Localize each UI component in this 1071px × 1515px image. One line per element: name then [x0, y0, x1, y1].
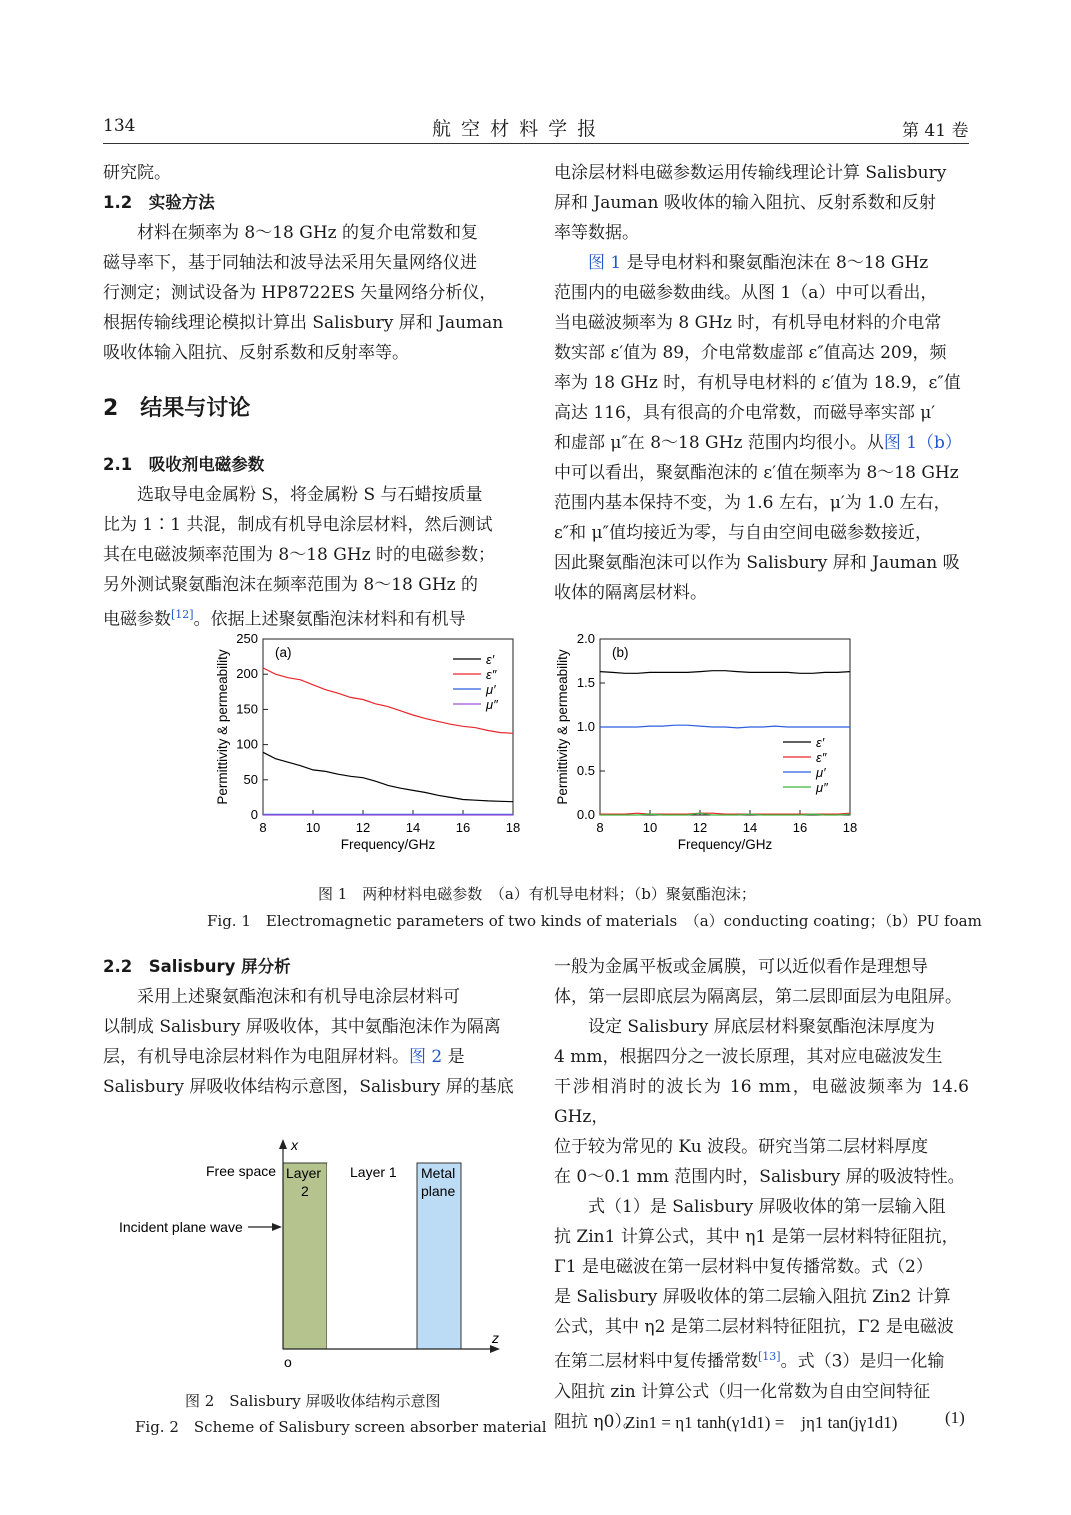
right-column-lower [554, 952, 969, 1437]
text-run: 和虚部 μ″在 8～18 GHz 范围内均很小。从 [554, 433, 884, 453]
paragraph-line: Γ1 是电磁波在第一层材料中复传播常数。式（2） [554, 1257, 933, 1277]
text-run: 是导电材料和聚氨酯泡沫在 8～18 GHz [621, 253, 929, 273]
section-heading-1-2: 1.2 实验方法 [103, 193, 215, 212]
legend-label: μ″ [816, 780, 828, 795]
paragraph-line: 在 0～0.1 mm 范围内时，Salisbury 屏的吸波特性。 [554, 1167, 965, 1187]
series-line [600, 725, 850, 728]
y-tick-label: 1.5 [576, 675, 595, 690]
x-tick-label: 8 [596, 820, 604, 835]
paragraph-line: 是 Salisbury 屏吸收体的第二层输入阻抗 Zin2 计算 [554, 1287, 951, 1307]
paragraph-line: 其在电磁波频率范围为 8～18 GHz 时的电磁参数； [103, 545, 496, 565]
paragraph-line: 体，第一层即底层为隔离层，第二层即面层为电阻屏。 [554, 987, 962, 1007]
x-tick-label: 12 [355, 820, 371, 835]
section-heading-2: 2 结果与讨论 [103, 396, 251, 421]
series-line [600, 671, 850, 674]
paragraph-line: 率等数据。 [554, 223, 639, 243]
layer-2-label: Layer [286, 1165, 322, 1181]
layer-1-region [327, 1163, 417, 1349]
panel-label: (a) [275, 645, 292, 660]
text-run: 是 [442, 1047, 465, 1067]
figure-link[interactable]: 图 1（b） [883, 433, 962, 453]
x-tick-label: 16 [792, 820, 808, 835]
x-axis-label: x [291, 1137, 298, 1153]
x-axis-label: Frequency/GHz [677, 837, 773, 852]
paragraph-line: 范围内的电磁参数曲线。从图 1（a）中可以看出， [554, 283, 938, 303]
paragraph-line: 范围内基本保持不变，为 1.6 左右，μ′为 1.0 左右， [554, 493, 951, 513]
legend-label: ε″ [816, 750, 827, 765]
x-tick-label: 8 [259, 820, 267, 835]
paragraph-line: 吸收体输入阻抗、反射系数和反射率等。 [103, 343, 409, 363]
z-axis-arrow-icon [490, 1345, 500, 1353]
panel-label: (b) [612, 645, 629, 660]
paragraph-line: 收体的隔离层材料。 [554, 583, 707, 603]
paragraph-line: 因此聚氨酯泡沫可以作为 Salisbury 屏和 Jauman 吸 [554, 553, 960, 573]
chart-panel-b [545, 628, 865, 868]
paragraph-line: 位于较为常见的 Ku 波段。研究当第二层材料厚度 [554, 1137, 929, 1157]
y-tick-label: 1.0 [576, 719, 595, 734]
text-run: 。依据上述聚氨酯泡沫材料和有机导 [193, 609, 466, 630]
paragraph-line: 屏和 Jauman 吸收体的输入阻抗、反射系数和反射 [554, 193, 936, 213]
legend-label: ε′ [486, 652, 495, 667]
plot-frame [263, 639, 513, 815]
text-run: 。式（3）是归一化输 [780, 1351, 945, 1372]
x-tick-label: 14 [405, 820, 421, 835]
paragraph-line: 一般为金属平板或金属膜，可以近似看作是理想导 [554, 957, 928, 977]
y-tick-label: 0.0 [576, 807, 595, 822]
paragraph-line [554, 1342, 969, 1377]
paragraph-line: 当电磁波频率为 8 GHz 时，有机导电材料的介电常 [554, 313, 942, 333]
chart-panel-a [205, 628, 535, 868]
paragraph-line: 采用上述聚氨酯泡沫和有机导电涂层材料可 [137, 987, 460, 1007]
equation-1-number: (1) [945, 1408, 965, 1427]
left-column-upper [103, 158, 519, 635]
layer-1-label: Layer 1 [350, 1164, 397, 1180]
x-axis-label: Frequency/GHz [340, 837, 436, 852]
x-axis-arrow-icon [279, 1139, 287, 1149]
layer-2-label-num: 2 [301, 1183, 309, 1199]
series-line [263, 752, 513, 801]
paragraph-line: 行测定；测试设备为 HP8722ES 矢量网络分析仪， [103, 283, 497, 303]
paragraph-line: ε″和 μ″值均接近为零，与自由空间电磁参数接近， [554, 523, 932, 543]
figure-link[interactable]: 图 1 [588, 253, 622, 273]
y-tick-label: 0 [250, 807, 258, 822]
x-tick-label: 10 [305, 820, 321, 835]
paragraph-line [554, 428, 969, 458]
x-tick-label: 10 [642, 820, 658, 835]
paragraph-line: 抗 Zin1 计算公式，其中 η1 是第一层材料特征阻抗， [554, 1227, 959, 1247]
paragraph-line: 数实部 ε′值为 89，介电常数虚部 ε″值高达 209，频 [554, 343, 947, 363]
y-tick-label: 200 [236, 666, 258, 682]
x-tick-label: 14 [742, 820, 758, 835]
equation-1: Zin1 = η1 tanh(γ1d1) = jη1 tan(jγ1d1) [625, 1413, 898, 1432]
citation-link[interactable]: [12] [171, 608, 194, 621]
free-space-label: Free space [206, 1163, 277, 1179]
structure-diagram [110, 1135, 510, 1375]
figure-2-caption-cn: 图 2 Salisbury 屏吸收体结构示意图 [185, 1392, 441, 1410]
y-tick-label: 0.5 [576, 763, 595, 778]
paragraph-line [103, 1042, 519, 1072]
series-line [263, 668, 513, 733]
incident-wave-label: Incident plane wave [119, 1219, 243, 1235]
paragraph-line: 电涂层材料电磁参数运用传输线理论计算 Salisbury [554, 163, 947, 183]
left-column-lower [103, 952, 519, 1102]
paragraph-line: 比为 1∶1 共混，制成有机导电涂层材料，然后测试 [103, 515, 493, 535]
text-run: 电磁参数 [103, 609, 171, 630]
paragraph-line: 以制成 Salisbury 屏吸收体，其中氨酯泡沫作为隔离 [103, 1017, 501, 1037]
paragraph-line: 磁导率下，基于同轴法和波导法采用矢量网络仪进 [103, 253, 477, 273]
paragraph-line: 选取导电金属粉 S，将金属粉 S 与石蜡按质量 [137, 485, 483, 505]
paragraph-line [554, 248, 969, 278]
legend-label: μ′ [486, 682, 496, 697]
paragraph-line: 干涉相消时的波长为 16 mm，电磁波频率为 14.6 GHz， [554, 1077, 969, 1127]
paragraph-line: 阻抗 η0）。 [554, 1411, 640, 1432]
legend-label: μ″ [486, 697, 498, 712]
paragraph-line: 高达 116，具有很高的介电常数，而磁导率实部 μ′ [554, 403, 936, 423]
section-heading-2-1: 2.1 吸收剂电磁参数 [103, 455, 265, 474]
paragraph-line: 入阻抗 zin 计算公式（归一化常数为自由空间特征 [554, 1381, 931, 1402]
paragraph-line: 中可以看出，聚氨酯泡沫的 ε′值在频率为 8～18 GHz [554, 463, 959, 483]
paragraph-line: 率为 18 GHz 时，有机导电材料的 ε′值为 18.9，ε″值 [554, 373, 961, 393]
paragraph-line: 根据传输线理论模拟计算出 Salisbury 屏和 Jauman [103, 313, 504, 333]
x-tick-label: 16 [455, 820, 471, 835]
header-rule [103, 143, 969, 144]
incident-arrow-head-icon [272, 1223, 282, 1231]
paragraph-line: 设定 Salisbury 屏底层材料聚氨酯泡沫厚度为 [588, 1017, 935, 1037]
text-run: 层，有机导电涂层材料作为电阻屏材料。 [103, 1047, 409, 1067]
y-tick-label: 2.0 [576, 631, 595, 646]
paragraph-line: Salisbury 屏吸收体结构示意图，Salisbury 屏的基底 [103, 1077, 514, 1097]
legend-label: ε′ [816, 735, 825, 750]
x-tick-label: 18 [505, 820, 521, 835]
metal-plane-label-2: plane [421, 1183, 456, 1199]
section-heading-2-2: 2.2 Salisbury 屏分析 [103, 957, 291, 976]
legend-label: ε″ [486, 667, 497, 682]
origin-label: o [284, 1354, 292, 1370]
y-axis-label: Permittivity & permeability [555, 649, 570, 805]
z-axis-label: z [492, 1330, 499, 1346]
page-number: 134 [103, 116, 136, 136]
figure-1-caption-cn: 图 1 两种材料电磁参数 （a）有机导电材料；（b）聚氨酯泡沫； [318, 885, 756, 903]
paragraph-line: 公式，其中 η2 是第二层材料特征阻抗，Γ2 是电磁波 [554, 1317, 954, 1337]
right-column-upper [554, 158, 969, 608]
x-tick-label: 18 [842, 820, 858, 835]
volume-label: 第 41 卷 [902, 121, 969, 141]
y-tick-label: 250 [236, 631, 258, 646]
figure-2-caption-en: Fig. 2 Scheme of Salisbury screen absorber material [135, 1418, 547, 1436]
legend-label: μ′ [816, 765, 826, 780]
figure-link[interactable]: 图 2 [409, 1047, 443, 1067]
paragraph-line: 另外测试聚氨酯泡沫在频率范围为 8～18 GHz 的 [103, 575, 479, 595]
y-axis-label: Permittivity & permeability [215, 649, 230, 805]
text-run: 在第二层材料中复传播常数 [554, 1351, 758, 1372]
figure-1-caption-en: Fig. 1 Electromagnetic parameters of two kinds of materials （a）conducting coating；（b）PU foam [207, 912, 982, 930]
paragraph-line: 式（1）是 Salisbury 屏吸收体的第一层输入阻 [588, 1197, 946, 1217]
journal-title: 航 空 材 料 学 报 [432, 118, 599, 140]
paragraph-line: 材料在频率为 8～18 GHz 的复介电常数和复 [137, 223, 479, 243]
metal-plane-label: Metal [421, 1165, 456, 1181]
y-tick-label: 100 [236, 736, 258, 752]
y-tick-label: 50 [243, 771, 258, 787]
citation-link[interactable]: [13] [758, 1350, 781, 1363]
paragraph-line: 研究院。 [103, 163, 171, 183]
paragraph-line: 4 mm，根据四分之一波长原理，其对应电磁波发生 [554, 1047, 943, 1067]
x-tick-label: 12 [692, 820, 708, 835]
y-tick-label: 150 [236, 701, 258, 717]
